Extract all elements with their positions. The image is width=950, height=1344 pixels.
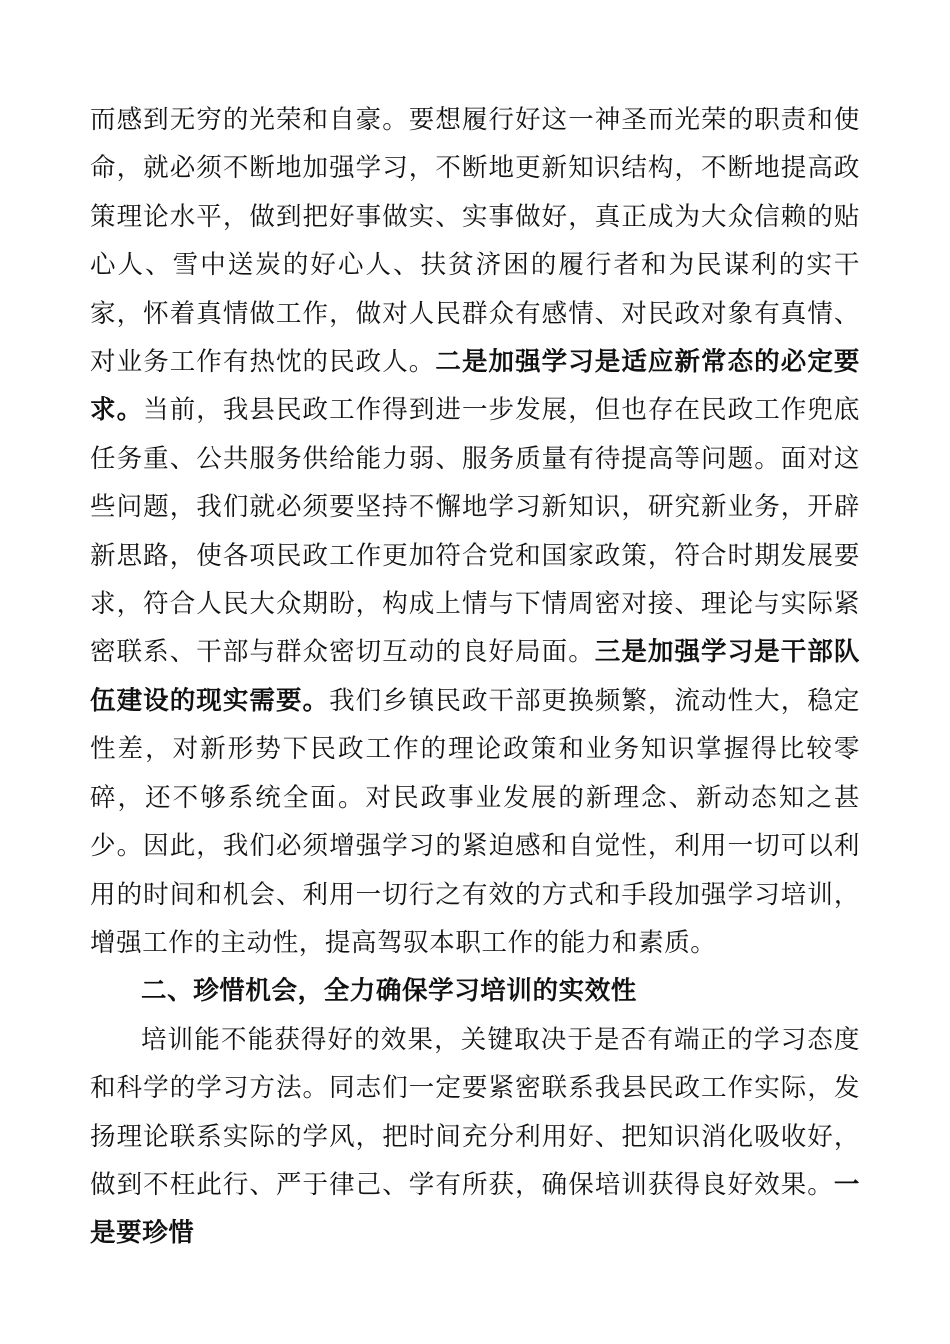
- point-one-heading: 一是要珍惜: [90, 1169, 860, 1249]
- paragraph-1-text-1: 而感到无穷的光荣和自豪。要想履行好这一神圣而光荣的职责和使命，就必须不断地加强学习，不断地更新知识结构，不断地提高政策理论水平，做到把好事做实、实事做好，真正成为大众信赖的贴心人、雪中送炭的好心人、扶贫济困的履行者和为民谋利的实干家，怀着真情做工作，做对人民群众有感情、对民政对象有真情、对业务工作有热忱的民政人。: [90, 105, 860, 378]
- body-paragraph-2: [90, 1016, 860, 1258]
- document-page: [90, 96, 860, 1258]
- paragraph-1-text-2: 当前，我县民政工作得到进一步发展，但也存在民政工作兜底任务重、公共服务供给能力弱、服务质量有待提高等问题。面对这些问题，我们就必须要坚持不懈地学习新知识，研究新业务，开辟新思路，使各项民政工作更加符合党和国家政策，符合时期发展要求，符合人民大众期盼，构成上情与下情周密对接、理论与实际紧密联系、干部与群众密切互动的良好局面。: [90, 395, 861, 668]
- point-three-heading: 三是加强学习是干部队伍建设的现实需要。: [90, 637, 860, 716]
- section-heading-2: 二、珍惜机会，全力确保学习培训的实效性: [141, 976, 637, 1007]
- body-paragraph-1: [90, 96, 860, 967]
- paragraph-2-text-1: 培训能不能获得好的效果，关键取决于是否有端正的学习态度和科学的学习方法。同志们一定要紧密联系我县民政工作实际，发扬理论联系实际的学风，把时间充分利用好、把知识消化吸收好，做到不枉此行、严于律己、学有所获，确保培训获得良好效果。: [90, 1024, 860, 1200]
- point-two-heading: 二是加强学习是适应新常态的必定要求。: [90, 347, 860, 426]
- paragraph-1-text-3: 我们乡镇民政干部更换频繁，流动性大，稳定性差，对新形势下民政工作的理论政策和业务知识掌握得比较零碎，还不够系统全面。对民政事业发展的新理念、新动态知之甚少。因此，我们必须增强学习的紧迫感和自觉性，利用一切可以利用的时间和机会、利用一切行之有效的方式和手段加强学习培训，增强工作的主动性，提高驾驭本职工作的能力和素质。: [90, 685, 860, 958]
